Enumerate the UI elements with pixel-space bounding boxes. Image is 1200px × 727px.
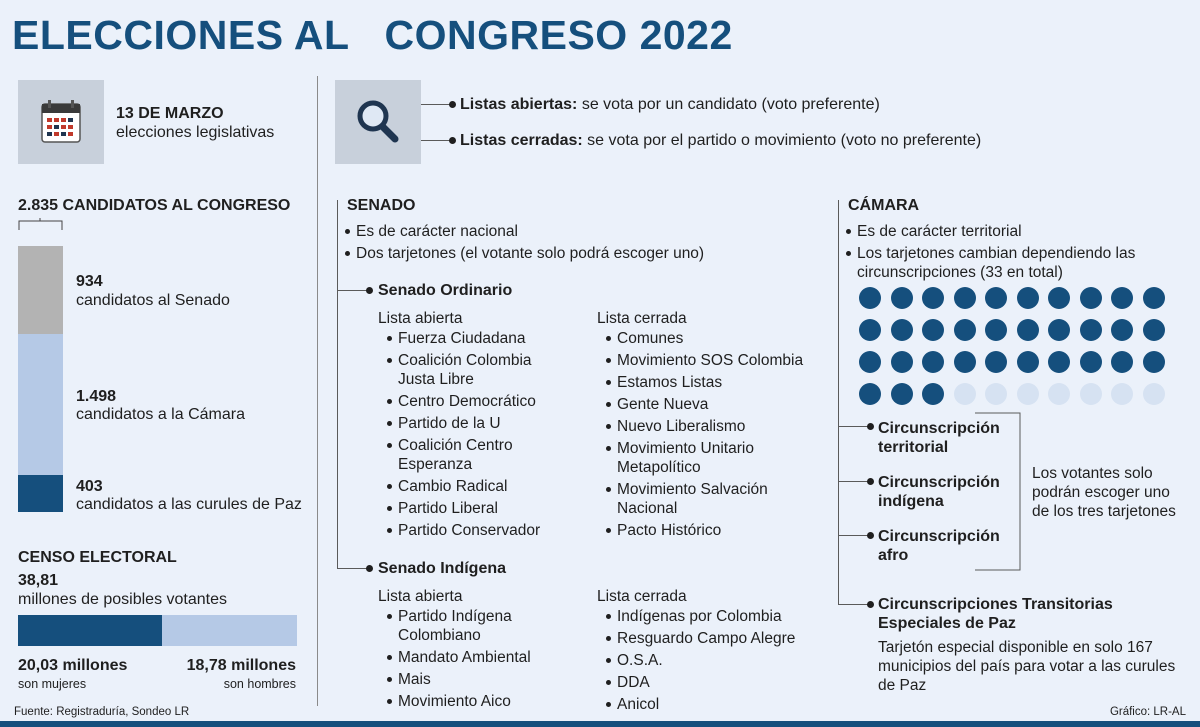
census-title: CENSO ELECTORAL <box>18 549 177 566</box>
circumscription-dot-filled <box>954 319 976 341</box>
list-item: Nuevo Liberalismo <box>605 417 820 436</box>
bullet-node <box>366 565 373 572</box>
candidates-bar-segment <box>18 246 63 334</box>
paz-connector <box>838 604 868 605</box>
afro-connector <box>838 535 868 536</box>
women-label: son mujeres <box>18 677 87 691</box>
magnifier-icon-box <box>335 80 421 164</box>
circ-indigena-line1: Circunscripción <box>878 474 1000 491</box>
senado-tree-line <box>337 200 338 569</box>
circumscription-dot-filled <box>859 287 881 309</box>
paz-title: Circunscripciones Transitorias Especiales de Paz <box>878 596 1113 632</box>
closed-lists-text: se vota por el partido o movimiento (voto no preferente) <box>582 132 982 149</box>
circumscription-dot-filled <box>1111 287 1133 309</box>
bullet-node <box>366 287 373 294</box>
list-item: Partido Conservador <box>386 521 566 540</box>
circumscription-dot-filled <box>954 351 976 373</box>
open-lists-label: Listas abiertas: <box>460 96 578 113</box>
circumscription-dot-filled <box>1143 287 1165 309</box>
list-item: Coalición Colombia Justa Libre <box>386 351 566 389</box>
list-item: Gente Nueva <box>605 395 820 414</box>
list-item: Indígenas por Colombia <box>605 607 820 626</box>
list-item: O.S.A. <box>605 651 820 670</box>
circumscription-dot-filled <box>859 319 881 341</box>
indigena-circ-connector <box>838 481 868 482</box>
census-men-segment <box>162 615 297 646</box>
indigena-closed-list <box>605 607 820 717</box>
circumscription-dot-empty <box>1111 383 1133 405</box>
circumscription-dot-filled <box>859 383 881 405</box>
men-label: son hombres <box>223 677 296 691</box>
circumscription-dot-filled <box>1080 287 1102 309</box>
candidates-bar-segment <box>18 475 63 512</box>
list-item: Partido Liberal <box>386 499 566 518</box>
circumscription-dot-filled <box>1048 319 1070 341</box>
ordinario-closed-list <box>605 329 820 543</box>
credit: Gráfico: LR-AL <box>1109 706 1186 718</box>
election-date: 13 DE MARZO <box>116 105 224 122</box>
bullet-node <box>867 601 874 608</box>
men-value: 18,78 millones <box>186 657 296 674</box>
census-label: millones de posibles votantes <box>18 591 228 608</box>
bullet-node <box>449 137 456 144</box>
bullet-node <box>449 101 456 108</box>
circumscription-dot-empty <box>1017 383 1039 405</box>
list-item: Dos tarjetones (el votante solo podrá escoger uno) <box>344 244 804 263</box>
calendar-icon-box <box>18 80 104 164</box>
column-divider <box>317 76 318 706</box>
census-value: 38,81 <box>18 572 59 589</box>
circumscription-dot-empty <box>1048 383 1070 405</box>
list-item: Resguardo Campo Alegre <box>605 629 820 648</box>
list-item: Partido Indígena Colombiano <box>386 607 556 645</box>
circumscription-dot-filled <box>1080 319 1102 341</box>
indigena-title: Senado Indígena <box>378 560 507 577</box>
circumscription-dot-filled <box>985 319 1007 341</box>
list-item: Anicol <box>605 695 820 714</box>
list-item: Movimiento Aico <box>386 692 556 711</box>
circumscription-dot-filled <box>985 351 1007 373</box>
list-item: DDA <box>605 673 820 692</box>
senado-bullets <box>344 222 804 266</box>
indigena-open-list <box>386 607 556 714</box>
page-title: ELECCIONES AL CONGRESO 2022 <box>12 12 733 58</box>
closed-lists-info <box>460 131 981 150</box>
senado-count-label: candidatos al Senado <box>76 292 230 309</box>
circ-afro-line2: afro <box>878 547 909 564</box>
bullet-node <box>867 478 874 485</box>
list-item: Es de carácter nacional <box>344 222 804 241</box>
list-item: Cambio Radical <box>386 477 566 496</box>
ordinario-closed-title: Lista cerrada <box>597 310 687 327</box>
ordinario-connector <box>337 290 367 291</box>
ordinario-open-list <box>386 329 566 543</box>
candidates-title: 2.835 CANDIDATOS AL CONGRESO <box>18 197 291 214</box>
senado-title: SENADO <box>347 197 416 214</box>
circumscription-dot-filled <box>922 383 944 405</box>
indigena-open-title: Lista abierta <box>378 588 463 605</box>
circumscription-dot-filled <box>859 351 881 373</box>
circ-territorial-line2: territorial <box>878 439 949 456</box>
circumscription-dot-filled <box>891 351 913 373</box>
circ-afro-line1: Circunscripción <box>878 528 1000 545</box>
list-item: Coalición Centro Esperanza <box>386 436 566 474</box>
list-item: Mais <box>386 670 556 689</box>
camara-bullets <box>845 222 1190 285</box>
camara-count: 1.498 <box>76 388 117 405</box>
territorial-connector <box>838 426 868 427</box>
candidates-stacked-bar <box>18 246 63 512</box>
circ-territorial-line1: Circunscripción <box>878 420 1000 437</box>
circumscription-dot-empty <box>1080 383 1102 405</box>
open-lists-text: se vota por un candidato (voto preferente) <box>577 96 880 113</box>
candidates-bracket <box>18 218 64 232</box>
circumscription-dot-filled <box>985 287 1007 309</box>
indigena-connector <box>337 568 367 569</box>
paz-count: 403 <box>76 478 103 495</box>
list-item: Es de carácter territorial <box>845 222 1190 241</box>
circumscription-dot-filled <box>891 319 913 341</box>
circumscription-dot-filled <box>1048 351 1070 373</box>
circumscription-dot-filled <box>1017 351 1039 373</box>
list-item: Movimiento SOS Colombia <box>605 351 820 370</box>
circumscription-dot-filled <box>1111 319 1133 341</box>
circumscription-dot-filled <box>922 287 944 309</box>
circumscription-dot-filled <box>1111 351 1133 373</box>
circumscription-dot-filled <box>922 319 944 341</box>
open-lists-info <box>460 95 880 114</box>
census-bar <box>18 615 297 646</box>
circumscription-dot-filled <box>1143 351 1165 373</box>
circ-bracket <box>975 412 1025 572</box>
list-item: Pacto Histórico <box>605 521 820 540</box>
list-item: Mandato Ambiental <box>386 648 556 667</box>
list-item: Partido de la U <box>386 414 566 433</box>
circ-note: Los votantes solo podrán escoger uno de los tres tarjetones <box>1032 465 1176 520</box>
paz-text: Tarjetón especial disponible en solo 167 municipios del país para votar a las curules de Paz <box>878 639 1176 694</box>
camara-tree-line <box>838 200 839 604</box>
list-item: Movimiento Unitario Metapolítico <box>605 439 820 477</box>
circumscription-dot-empty <box>954 383 976 405</box>
bullet-node <box>867 423 874 430</box>
list-item: Movimiento Salvación Nacional <box>605 480 820 518</box>
ordinario-open-title: Lista abierta <box>378 310 463 327</box>
election-date-label: elecciones legislativas <box>116 124 275 141</box>
closed-lists-label: Listas cerradas: <box>460 132 583 149</box>
ordinario-title: Senado Ordinario <box>378 282 513 299</box>
indigena-closed-title: Lista cerrada <box>597 588 687 605</box>
list-item: Los tarjetones cambian dependiendo las circunscripciones (33 en total) <box>845 244 1190 282</box>
list-item: Comunes <box>605 329 820 348</box>
circumscription-dot-empty <box>985 383 1007 405</box>
list-item: Estamos Listas <box>605 373 820 392</box>
camara-title: CÁMARA <box>848 197 920 214</box>
circumscription-dot-filled <box>891 383 913 405</box>
candidates-bar-segment <box>18 334 63 475</box>
circumscription-dot-filled <box>1017 319 1039 341</box>
women-value: 20,03 millones <box>18 657 128 674</box>
list-item: Fuerza Ciudadana <box>386 329 566 348</box>
bullet-node <box>867 532 874 539</box>
circumscription-dot-filled <box>922 351 944 373</box>
calendar-icon <box>18 80 104 164</box>
senado-count: 934 <box>76 273 103 290</box>
circumscription-dot-filled <box>1143 319 1165 341</box>
source: Fuente: Registraduría, Sondeo LR <box>14 706 190 718</box>
circumscription-dot-filled <box>891 287 913 309</box>
footer-bar <box>0 721 1200 727</box>
circumscription-dots <box>859 287 1199 415</box>
circumscription-dot-filled <box>1048 287 1070 309</box>
circumscription-dot-filled <box>1017 287 1039 309</box>
circumscription-dot-filled <box>1080 351 1102 373</box>
magnifier-icon <box>335 80 421 164</box>
census-women-segment <box>18 615 162 646</box>
circ-indigena-line2: indígena <box>878 493 944 510</box>
circumscription-dot-empty <box>1143 383 1165 405</box>
circumscription-dot-filled <box>954 287 976 309</box>
paz-count-label: candidatos a las curules de Paz <box>76 496 302 513</box>
camara-count-label: candidatos a la Cámara <box>76 406 245 423</box>
list-item: Centro Democrático <box>386 392 566 411</box>
